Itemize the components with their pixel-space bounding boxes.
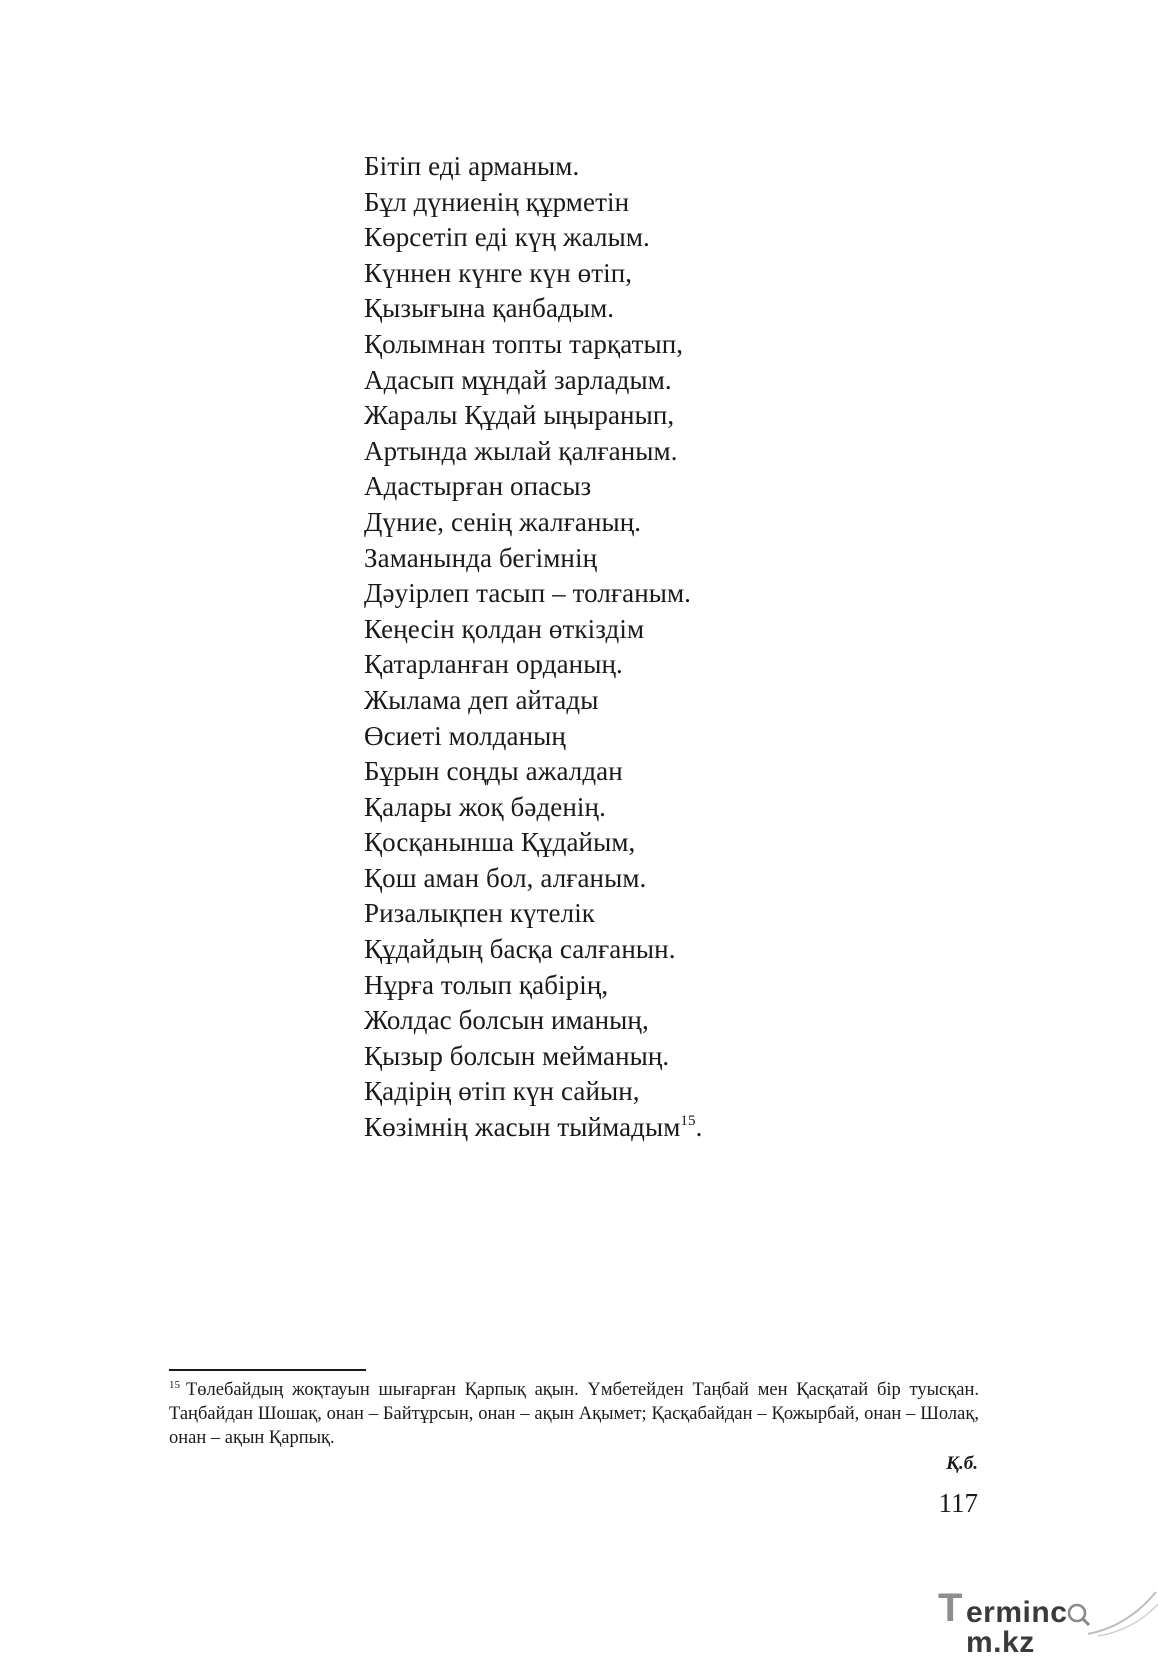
poem-line: Қатарланған орданың. bbox=[364, 649, 623, 680]
poem-line: Қызығына қанбадым. bbox=[364, 293, 615, 324]
footnote bbox=[169, 1378, 979, 1450]
footnote-reference[interactable]: 15 bbox=[680, 1113, 696, 1130]
poem-line: Артында жылай қалғаным. bbox=[364, 435, 678, 466]
termincom-watermark bbox=[938, 1586, 1158, 1659]
watermark-text-end: m.kz bbox=[966, 1626, 1035, 1659]
footnote-divider bbox=[169, 1369, 366, 1371]
poem bbox=[364, 149, 884, 1146]
footnote-paragraph bbox=[169, 1378, 979, 1450]
poem-line: Нұрға толып қабірің, bbox=[364, 969, 609, 1000]
poem-line: Жылама деп айтады bbox=[364, 684, 599, 715]
watermark-letter: T bbox=[938, 1586, 963, 1630]
poem-line: Адасып мұндай зарладым. bbox=[364, 364, 672, 395]
poem-line: Дүние, сенің жалғаның. bbox=[364, 506, 642, 537]
watermark-text-start: erminc bbox=[966, 1596, 1068, 1629]
poem-line: Қызыр болсын мейманың. bbox=[364, 1040, 670, 1071]
poem-line-text: Көзімнің жасын тыймадым bbox=[364, 1112, 681, 1143]
watermark-swoosh bbox=[938, 1586, 1158, 1637]
footnote-number: 15 bbox=[169, 1379, 180, 1391]
poem-line: Кеңесін қолдан өткіздім bbox=[364, 613, 645, 644]
poem-line: Адастырған опасыз bbox=[364, 471, 592, 502]
poem-line: Өсиеті молданың bbox=[364, 720, 566, 751]
poem-line: Заманында бегімнің bbox=[364, 542, 598, 573]
poem-line: Жолдас болсын иманың, bbox=[364, 1005, 649, 1036]
poem-line-punctuation: . bbox=[695, 1112, 703, 1143]
poem-line: Күннен күнге күн өтіп, bbox=[364, 257, 633, 288]
poem-line: Көрсетіп еді күң жалым. bbox=[364, 222, 650, 253]
poem-line: Дәуірлеп тасып – толғаным. bbox=[364, 578, 692, 609]
poem-line: Бітіп еді арманым. bbox=[364, 151, 580, 181]
poem-line: Бұл дүниенің құрметін bbox=[364, 186, 630, 217]
poem-line: Бұрын соңды ажалдан bbox=[364, 756, 623, 787]
poem-line: Қадірің өтіп күн сайын, bbox=[364, 1076, 640, 1107]
poem-line-last bbox=[364, 1110, 884, 1146]
poem-line: Қалары жоқ бәденің. bbox=[364, 791, 606, 822]
source-abbreviation: Қ.б. bbox=[946, 1453, 978, 1474]
poem-line: Жаралы Құдай ыңыранып, bbox=[364, 400, 675, 431]
page-number: 117 bbox=[938, 1488, 978, 1518]
poem-line: Қолымнан топты тарқатып, bbox=[364, 328, 684, 359]
poem-line: Құдайдың басқа салғанын. bbox=[364, 934, 676, 965]
poem-line: Қош аман бол, алғаным. bbox=[364, 862, 647, 893]
footnote-text: Төлебайдың жоқтауын шығарған Қарпық ақын. Үмбетейден Таңбай мен Қасқатай бір туысқан. Таңбайдан Шошақ, онан – Байтұрсын, онан – ақын Ақымет; Қасқабайдан – Қожырбай, онан – Шолақ, онан – ақын Қарпық. bbox=[169, 1380, 979, 1448]
poem-line: Ризалықпен күтелік bbox=[364, 898, 596, 929]
poem-line: Қосқанынша Құдайым, bbox=[364, 827, 636, 858]
